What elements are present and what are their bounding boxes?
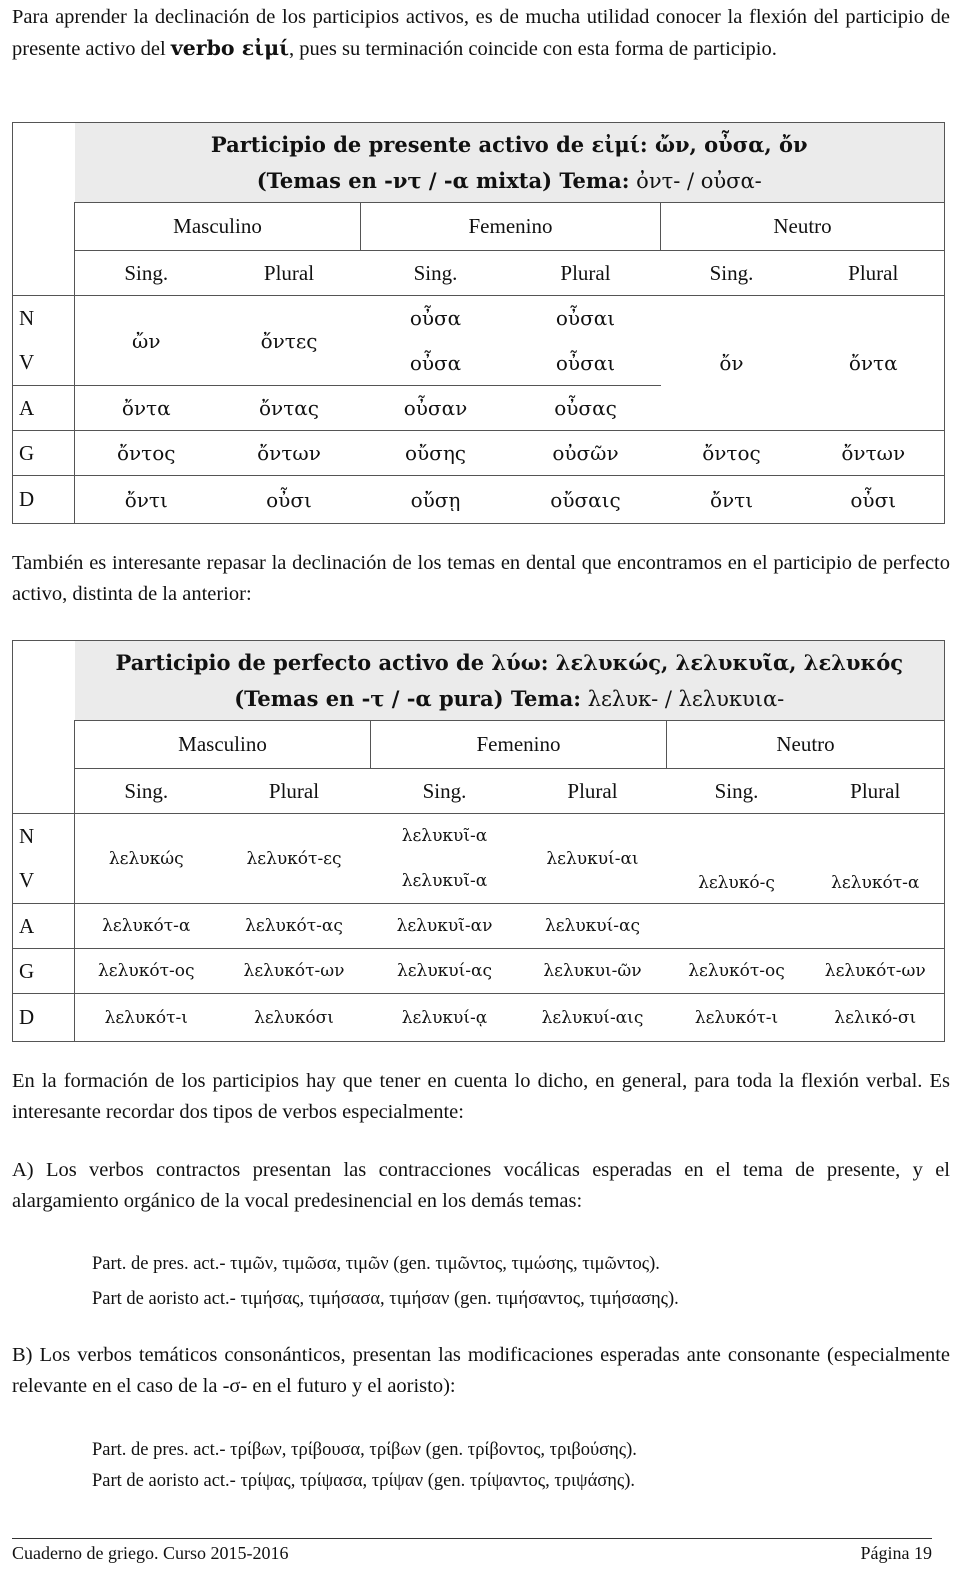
table-perfect-participle xyxy=(12,640,945,1042)
table1-cell: ὄντα xyxy=(803,341,945,386)
table2-cell: λελυκότ-α xyxy=(807,814,945,904)
table1-case-n: N xyxy=(13,296,75,341)
example-a-present: Part. de pres. act.- τιμῶν, τιμῶσα, τιμῶν (gen. τιμῶντος, τιμώσης, τιμῶντος). xyxy=(92,1254,660,1274)
table1-cell: ὄντες xyxy=(218,296,361,386)
table2-cell: λελυκόσι xyxy=(218,994,371,1042)
footer-course: Cuaderno de griego. Curso 2015-2016 xyxy=(12,1543,289,1563)
table1-title-line1: Participio de presente activo de εἰμί: ὤν, οὖσα, ὄν xyxy=(210,131,808,157)
table1-cell: οὖσαν xyxy=(361,386,511,431)
table1-cell-empty xyxy=(661,296,803,341)
table2-cell: λελυκυί-ας xyxy=(371,949,519,994)
table1-cell: οὖσι xyxy=(803,476,945,524)
table1-case-a: A xyxy=(13,386,75,431)
table2-cell: λελυκότ-ι xyxy=(75,994,218,1042)
table2-cell: λελυκώς xyxy=(75,814,218,904)
table2-cell-empty xyxy=(807,904,945,949)
table1-gender-fem: Femenino xyxy=(361,203,661,251)
table1-cell: οὖσα xyxy=(361,296,511,341)
table1-cell: ὄντος xyxy=(661,431,803,476)
table2-cell: λελυκυῖ-α xyxy=(371,814,519,859)
table2-case-v: V xyxy=(13,859,75,904)
table1-corner xyxy=(13,123,75,203)
intro-verb-bold: verbo εἰμί xyxy=(170,36,290,60)
table1-cell: ὄντων xyxy=(803,431,945,476)
example-a-aorist: Part de aoristo act.- τιμήσας, τιμήσασα, τιμήσαν (gen. τιμήσαντος, τιμήσασης). xyxy=(92,1289,679,1309)
table1-number-header: Plural xyxy=(511,251,661,296)
table1-gender-masc: Masculino xyxy=(75,203,361,251)
table2-number-header: Sing. xyxy=(75,769,218,814)
table1-cell: οὖσας xyxy=(511,386,661,431)
table2-cell: λελυκότ-ες xyxy=(218,814,371,904)
table2-cell: λελυκυί-ας xyxy=(519,904,667,949)
table1-cell: ὄντι xyxy=(75,476,218,524)
table2-case-n: N xyxy=(13,814,75,859)
page-footer xyxy=(12,1538,932,1564)
table1-cell: οὔσῃ xyxy=(361,476,511,524)
table1-case-d: D xyxy=(13,476,75,524)
table1-empty xyxy=(13,251,75,296)
intro-text-2: , pues su terminación coincide con esta forma de participio. xyxy=(289,38,777,60)
table1-case-g: G xyxy=(13,431,75,476)
table1-gender-neut: Neutro xyxy=(661,203,945,251)
table2-cell: λελυκυι-ῶν xyxy=(519,949,667,994)
table1-cell: ὄν xyxy=(719,351,744,375)
table2-cell: λελυκό-ς xyxy=(667,814,807,904)
table1-cell: οὖσα xyxy=(361,341,511,386)
table2-cell: λελυκυί-αι xyxy=(519,814,667,904)
table2-number-header: Plural xyxy=(807,769,945,814)
table2-cell: λελυκότ-ων xyxy=(807,949,945,994)
paragraph-3: En la formación de los participios hay que tener en cuenta lo dicho, en general, para toda la flexión verbal. Es interesante recordar dos tipos de verbos especialmente: xyxy=(12,1070,950,1123)
table2-number-header: Sing. xyxy=(667,769,807,814)
table1-title xyxy=(75,123,945,203)
table1-number-header: Plural xyxy=(803,251,945,296)
table2-title-line2: (Temas en -τ / -α pura) Tema: xyxy=(234,685,582,711)
paragraph-4: A) Los verbos contractos presentan las contracciones vocálicas esperadas en el tema de presente, y el alargamiento orgánico de la vocal predesinencial en los demás temas: xyxy=(12,1159,950,1212)
table2-gender-masc: Masculino xyxy=(75,721,371,769)
table2-gender-neut: Neutro xyxy=(667,721,945,769)
table2-cell: λελυκότ-ας xyxy=(218,904,371,949)
table2-cell: λελυκυῖ-αν xyxy=(371,904,519,949)
table2-cell: λελυκυῖ-α xyxy=(371,859,519,904)
example-b-aorist: Part de aoristo act.- τρίψας, τρίψασα, τρίψαν (gen. τρίψαντος, τριψάσης). xyxy=(92,1471,636,1491)
table-present-participle xyxy=(12,122,945,524)
table2-title-line1: Participio de perfecto activo de λύω: λελυκώς, λελυκυῖα, λελυκός xyxy=(115,649,904,675)
table2-gender-fem: Femenino xyxy=(371,721,667,769)
table2-case-g: G xyxy=(13,949,75,994)
table1-cell-empty xyxy=(803,296,945,341)
table2-cell: λελικό-σι xyxy=(807,994,945,1042)
table1-number-header: Sing. xyxy=(361,251,511,296)
table1-cell: ὄντας xyxy=(218,386,361,431)
table1-case-v: V xyxy=(13,341,75,386)
table2-empty xyxy=(13,721,75,769)
table1-cell: οὖσαι xyxy=(511,341,661,386)
table1-cell: οὔσαις xyxy=(511,476,661,524)
table2-cell: λελυκότ-ων xyxy=(218,949,371,994)
table2-number-header: Plural xyxy=(218,769,371,814)
paragraph-2: También es interesante repasar la declinación de los temas en dental que encontramos en el participio de perfecto activo, distinta de la anterior: xyxy=(12,552,950,605)
footer-page-number: Página 19 xyxy=(860,1543,932,1563)
table1-cell: ὤν xyxy=(75,296,218,386)
table2-cell: λελυκότ-ος xyxy=(75,949,218,994)
table1-cell: ὄντων xyxy=(218,431,361,476)
table1-cell: οὔσης xyxy=(361,431,511,476)
table1-cell: οὖσαι xyxy=(511,296,661,341)
table1-number-header: Sing. xyxy=(75,251,218,296)
table1-stem: ὀντ- / οὐσα- xyxy=(629,168,762,193)
table1-number-header: Sing. xyxy=(661,251,803,296)
table1-empty xyxy=(13,203,75,251)
table2-case-d: D xyxy=(13,994,75,1042)
table1-cell: ὄντα xyxy=(75,386,218,431)
table2-stem: λελυκ- / λελυκυια- xyxy=(581,686,785,711)
table1-cell: οὐσῶν xyxy=(511,431,661,476)
table1-cell-empty xyxy=(803,386,945,431)
table1-cell: οὖσι xyxy=(218,476,361,524)
table1-number-header: Plural xyxy=(218,251,361,296)
table2-cell: λελυκότ-ι xyxy=(667,994,807,1042)
table2-cell: λελυκότ-α xyxy=(75,904,218,949)
table2-cell: λελυκυί-αις xyxy=(519,994,667,1042)
table2-title xyxy=(75,641,945,721)
table2-empty xyxy=(13,769,75,814)
paragraph-5: B) Los verbos temáticos consonánticos, presentan las modificaciones esperadas ante consonante (especialmente relevante en el caso de la -σ- en el futuro y el aoristo): xyxy=(12,1344,950,1397)
table2-corner xyxy=(13,641,75,721)
table1-title-line2: (Temas en -ντ / -α mixta) Tema: xyxy=(256,167,630,193)
example-b-present: Part. de pres. act.- τρίβων, τρίβουσα, τρίβων (gen. τρίβοντος, τριβούσης). xyxy=(92,1440,637,1460)
table1-cell: ὄντος xyxy=(75,431,218,476)
table2-case-a: A xyxy=(13,904,75,949)
table2-cell: λελυκυί-ᾳ xyxy=(371,994,519,1042)
intro-text-1: Para aprender la declinación de los participios activos, es de mucha utilidad conocer la flexión del participio de presente activo del xyxy=(12,6,950,60)
intro-paragraph xyxy=(12,2,950,65)
table2-cell-empty xyxy=(667,904,807,949)
table2-number-header: Plural xyxy=(519,769,667,814)
table2-number-header: Sing. xyxy=(371,769,519,814)
table1-cell: ὄντι xyxy=(661,476,803,524)
table2-cell: λελυκότ-ος xyxy=(667,949,807,994)
table1-cell-empty xyxy=(661,386,803,431)
